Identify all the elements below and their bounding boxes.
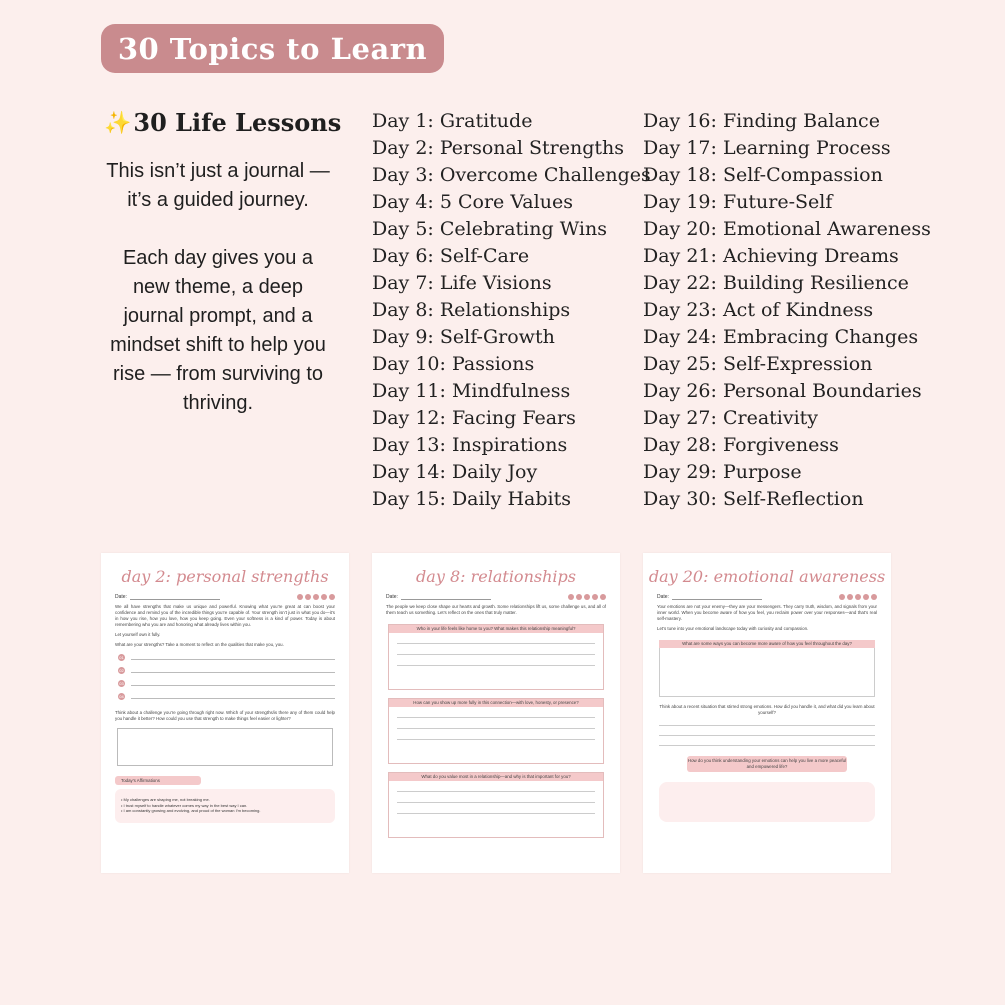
answer-line [659,725,875,726]
date-row [657,594,877,600]
day-item: Day 29: Purpose [643,461,802,483]
day-item: Day 21: Achieving Dreams [643,245,899,267]
day-item: Day 9: Self-Growth [372,326,555,348]
answer-box [117,728,333,766]
answer-line [397,717,595,718]
day-list-16-30 [643,108,931,513]
intro-paragraph-1: This isn’t just a journal — it’s a guided journey. [106,160,330,211]
card-title: day 2: personal strengths [121,567,329,586]
affirmations-box [115,789,335,823]
day-item: Day 7: Life Visions [372,272,552,294]
card-title: day 8: relationships [416,567,576,586]
question-header: What do you value most in a relationship—and why is that important for you? [389,773,603,781]
date-line [672,595,762,600]
question-header: How can you show up more fully in this connection—with love, honesty, or presence? [389,699,603,707]
day-item: Day 4: 5 Core Values [372,191,573,213]
journal-page-preview-day-20 [643,553,891,873]
day-item: Day 23: Act of Kindness [643,299,874,321]
answer-box [659,648,875,697]
lessons-intro [104,157,332,418]
card-prompt: What are your strengths? Take a moment to reflect on the qualities that make you, you. [115,642,284,647]
mood-tracker [839,594,877,600]
mood-icon [839,594,845,600]
lessons-heading [104,108,344,137]
day-item: Day 26: Personal Boundaries [643,380,922,402]
answer-line [397,739,595,740]
mood-tracker [297,594,335,600]
day-item: Day 24: Embracing Changes [643,326,919,348]
day-item: Day 12: Facing Fears [372,407,576,429]
card-prompt: Think about a recent situation that stirred strong emotions. How did you handle it, and what did you learn about yourself? [659,704,875,715]
day-item: Day 28: Forgiveness [643,434,839,456]
strength-row [118,654,335,661]
card-line: Let yourself own it fully. [115,632,161,637]
affirmation: • I am constantly growing and evolving, and proud of the woman I’m becoming. [121,808,261,813]
day-item: Day 30: Self-Reflection [643,488,864,510]
answer-line [397,791,595,792]
affirmations-label: Today’s Affirmations [115,776,201,785]
mood-icon [847,594,853,600]
day-item: Day 15: Daily Habits [372,488,571,510]
intro-paragraph-2: Each day gives you a new theme, a deep journal prompt, and a mindset shift to help you rise — from surviving to thriving. [110,247,326,414]
journal-page-preview-day-2 [101,553,349,873]
answer-line [397,813,595,814]
number-badge: 01 [119,655,124,660]
day-item: Day 6: Self-Care [372,245,530,267]
day-item: Day 3: Overcome Challenges [372,164,651,186]
card-intro: Your emotions are not your enemy—they are your messengers. They carry truth, wisdom, and signals from your inner world. When you become aware of how you feel, you reclaim power over your responses—and that’s real self-mastery. [657,604,877,621]
day-list-1-15 [372,108,651,513]
card-prompt: Think about a challenge you’re going through right now. Which of your strengths/is there any of them could help you handle it better? How could you use that strength to make things feel easier or lighter? [115,710,335,721]
question-section [388,624,604,690]
mood-icon [871,594,877,600]
mood-icon [321,594,327,600]
answer-line [131,681,335,686]
affirmation: • I trust myself to handle whatever comes my way in the best way I can. [121,802,248,808]
mood-icon [305,594,311,600]
day-item: Day 2: Personal Strengths [372,137,624,159]
number-badge: 03 [119,681,124,686]
answer-line [659,745,875,746]
day-item: Day 19: Future-Self [643,191,833,213]
answer-line [659,735,875,736]
question-pill: How do you think understanding your emotions can help you live a more peaceful and empowered life? [687,756,847,772]
card-line: Let’s tune into your emotional landscape today with curiosity and compassion. [657,626,809,631]
answer-line [131,655,335,660]
answer-line [397,665,595,666]
answer-box [659,782,875,822]
card-title: day 20: emotional awareness [648,567,886,586]
question-section [388,698,604,764]
date-label: Date: [657,594,669,600]
number-badge: 02 [119,668,124,673]
mood-icon [313,594,319,600]
mood-icon [863,594,869,600]
lessons-panel [104,108,344,447]
answer-line [397,802,595,803]
date-row [386,594,606,600]
mood-icon [576,594,582,600]
question-section [659,640,875,698]
date-label: Date: [386,594,398,600]
answer-line [397,728,595,729]
mood-tracker [568,594,606,600]
day-item: Day 25: Self-Expression [643,353,873,375]
strength-row [118,693,335,700]
mood-icon [329,594,335,600]
day-item: Day 17: Learning Process [643,137,891,159]
mood-icon [855,594,861,600]
answer-line [397,654,595,655]
mood-icon [584,594,590,600]
day-item: Day 8: Relationships [372,299,571,321]
day-item: Day 18: Self-Compassion [643,164,883,186]
page-title: 30 Topics to Learn [101,24,444,73]
answer-line [131,694,335,699]
day-item: Day 20: Emotional Awareness [643,218,931,240]
day-item: Day 16: Finding Balance [643,110,880,132]
date-label: Date: [115,594,127,600]
strength-row [118,680,335,687]
journal-page-preview-day-8 [372,553,620,873]
day-item: Day 27: Creativity [643,407,819,429]
affirmation: • My challenges are shaping me, not breaking me. [121,797,210,802]
question-header: Who in your life feels like home to you? What makes this relationship meaningful? [389,625,603,633]
date-line [130,595,220,600]
day-item: Day 14: Daily Joy [372,461,538,483]
lessons-heading-text: 30 Life Lessons [133,108,342,137]
answer-line [131,668,335,673]
answer-line [397,643,595,644]
card-intro: The people we keep close shape our hearts and growth. Some relationships lift us, some challenge us, and all of them teach us something. Let’s reflect on the ones that truly matter. [386,604,606,615]
card-intro: We all have strengths that make us unique and powerful. Knowing what you’re great at can boost your confidence and remind you of the incredible things you’re capable of. Your strength isn’t just in what you do—it’s in how you rise, how you love, how you keep going. Even your softness is a kind of power. Today is about remembering who you are and honoring what already lives within you. [115,604,335,627]
day-item: Day 1: Gratitude [372,110,533,132]
day-item: Day 22: Building Resilience [643,272,909,294]
mood-icon [297,594,303,600]
question-header: What are some ways you can become more aware of how you feel throughout the day? [659,640,875,648]
date-line [401,595,491,600]
day-item: Day 5: Celebrating Wins [372,218,607,240]
day-item: Day 11: Mindfulness [372,380,571,402]
day-item: Day 13: Inspirations [372,434,568,456]
date-row [115,594,335,600]
day-item: Day 10: Passions [372,353,535,375]
mood-icon [600,594,606,600]
number-badge: 04 [119,694,124,699]
mood-icon [568,594,574,600]
mood-icon [592,594,598,600]
sparkle-icon: ✨ [104,109,132,136]
strength-row [118,667,335,674]
question-section [388,772,604,838]
